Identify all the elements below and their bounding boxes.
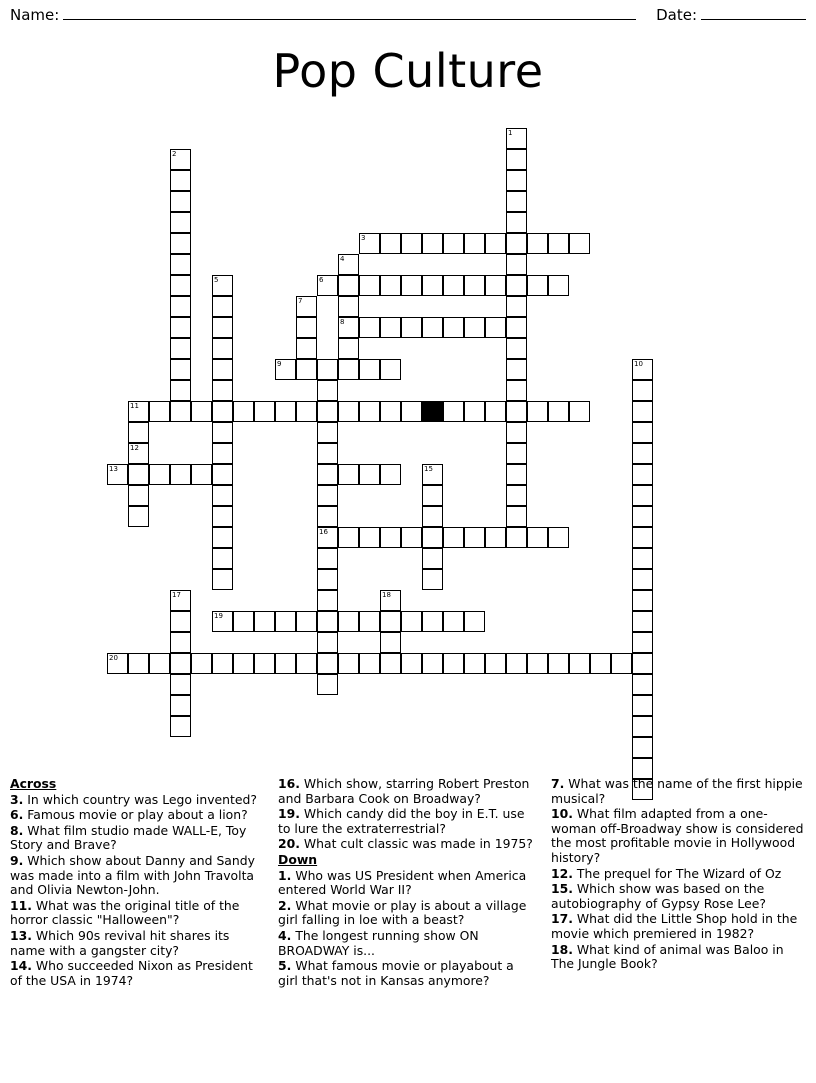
grid-cell-number: 16 <box>319 528 328 536</box>
grid-cell[interactable] <box>359 401 380 422</box>
clue-item: 9. Which show about Danny and Sandy was made into a film with John Travolta and Olivia Newton-John. <box>10 852 255 898</box>
date-label: Date: <box>656 6 697 24</box>
grid-cell[interactable] <box>422 317 443 338</box>
grid-cell[interactable] <box>170 674 191 695</box>
grid-cell[interactable] <box>422 275 443 296</box>
clues-section-heading: Across <box>10 776 57 791</box>
grid-cell[interactable] <box>149 653 170 674</box>
grid-cell[interactable] <box>422 653 443 674</box>
clue-number: 6. <box>10 807 24 823</box>
grid-cell[interactable] <box>506 653 527 674</box>
grid-cell[interactable] <box>317 359 338 380</box>
grid-cell[interactable] <box>443 275 464 296</box>
grid-cell[interactable] <box>149 464 170 485</box>
grid-cell[interactable] <box>317 674 338 695</box>
grid-cell[interactable] <box>212 275 233 296</box>
grid-cell[interactable] <box>632 716 653 737</box>
grid-cell[interactable] <box>632 611 653 632</box>
grid-cell[interactable] <box>359 653 380 674</box>
clues-column-1 <box>10 777 264 1077</box>
grid-cell[interactable] <box>464 401 485 422</box>
grid-cell[interactable] <box>212 359 233 380</box>
clue-number: 19. <box>278 806 300 822</box>
clue-item: 2. What movie or play is about a village girl falling in loe with a beast? <box>278 897 527 928</box>
grid-cell[interactable] <box>380 317 401 338</box>
grid-cell[interactable] <box>317 485 338 506</box>
grid-cell[interactable] <box>632 464 653 485</box>
grid-cell[interactable] <box>506 275 527 296</box>
grid-cell[interactable] <box>590 653 611 674</box>
grid-cell[interactable] <box>254 401 275 422</box>
grid-cell[interactable] <box>485 275 506 296</box>
clue-item: 12. The prequel for The Wizard of Oz <box>551 865 782 881</box>
date-write-line[interactable] <box>701 6 806 20</box>
clue-number: 12. <box>551 865 573 881</box>
clue-item: 18. What kind of animal was Baloo in The Jungle Book? <box>551 941 784 972</box>
grid-cell[interactable] <box>506 128 527 149</box>
grid-cell[interactable] <box>548 653 569 674</box>
grid-cell[interactable] <box>380 401 401 422</box>
grid-cell[interactable] <box>359 464 380 485</box>
grid-cell[interactable] <box>506 401 527 422</box>
grid-cell[interactable] <box>506 338 527 359</box>
clue-item: 15. Which show was based on the autobiography of Gypsy Rose Lee? <box>551 881 766 911</box>
page-title: Pop Culture <box>272 44 544 98</box>
clue-item: 11. What was the original title of the horror classic "Halloween"? <box>10 897 240 928</box>
grid-cell[interactable] <box>170 380 191 401</box>
clue-item: 13. Which 90s revival hit shares its name with a gangster city? <box>10 927 230 958</box>
grid-cell[interactable] <box>191 653 212 674</box>
clues-column-3 <box>551 777 810 1077</box>
grid-cell-number: 8 <box>340 318 345 326</box>
grid-cell[interactable] <box>317 653 338 674</box>
grid-cell[interactable] <box>338 653 359 674</box>
clue-item: 1. Who was US President when America entered World War II? <box>278 867 527 898</box>
grid-cell[interactable] <box>380 359 401 380</box>
clue-item: 14. Who succeeded Nixon as President of the USA in 1974? <box>10 958 253 988</box>
grid-cell[interactable] <box>212 548 233 569</box>
grid-cell[interactable] <box>338 611 359 632</box>
crossword-grid[interactable] <box>0 120 816 780</box>
grid-cell[interactable] <box>464 653 485 674</box>
grid-cell[interactable] <box>275 653 296 674</box>
grid-cell[interactable] <box>170 338 191 359</box>
grid-cell[interactable] <box>569 233 590 254</box>
grid-cell[interactable] <box>359 611 380 632</box>
grid-cell[interactable] <box>317 590 338 611</box>
grid-cell-number: 5 <box>214 276 219 284</box>
grid-cell[interactable] <box>170 170 191 191</box>
clue-number: 18. <box>551 941 573 957</box>
grid-cell[interactable] <box>317 275 338 296</box>
grid-cell[interactable] <box>380 527 401 548</box>
grid-cell[interactable] <box>548 401 569 422</box>
grid-cell[interactable] <box>632 569 653 590</box>
grid-cell-number: 11 <box>130 402 139 410</box>
clue-number: 7. <box>551 776 565 791</box>
grid-cell[interactable] <box>233 653 254 674</box>
grid-cell[interactable] <box>212 506 233 527</box>
clues-section-heading: Down <box>278 851 318 867</box>
grid-cell[interactable] <box>464 611 485 632</box>
grid-cell[interactable] <box>170 191 191 212</box>
grid-cell[interactable] <box>632 380 653 401</box>
clue-number: 16. <box>278 776 300 791</box>
grid-cell[interactable] <box>611 653 632 674</box>
grid-cell[interactable] <box>233 401 254 422</box>
grid-cell[interactable] <box>443 401 464 422</box>
grid-cell[interactable] <box>632 590 653 611</box>
grid-cell[interactable] <box>632 737 653 758</box>
grid-cell[interactable] <box>359 233 380 254</box>
clue-number: 15. <box>551 881 573 897</box>
grid-cell[interactable] <box>212 338 233 359</box>
grid-cell[interactable] <box>485 653 506 674</box>
clue-number: 17. <box>551 911 573 927</box>
grid-cell[interactable] <box>401 233 422 254</box>
grid-cell[interactable] <box>380 611 401 632</box>
clues-area <box>10 777 810 1077</box>
grid-cell[interactable] <box>170 716 191 737</box>
grid-cell[interactable] <box>170 632 191 653</box>
grid-cell[interactable] <box>632 422 653 443</box>
grid-cell[interactable] <box>170 275 191 296</box>
grid-cell[interactable] <box>632 632 653 653</box>
grid-cell[interactable] <box>212 485 233 506</box>
grid-cell-number: 17 <box>172 591 181 599</box>
grid-cell[interactable] <box>317 422 338 443</box>
grid-cell[interactable] <box>296 653 317 674</box>
grid-cell[interactable] <box>338 527 359 548</box>
grid-cell[interactable] <box>296 317 317 338</box>
grid-cell[interactable] <box>485 233 506 254</box>
grid-cell[interactable] <box>338 254 359 275</box>
clue-item: 3. In which country was Lego invented? <box>10 791 257 807</box>
grid-cell[interactable] <box>485 401 506 422</box>
clue-number: 9. <box>10 852 24 868</box>
grid-cell[interactable] <box>338 275 359 296</box>
grid-cell[interactable] <box>506 212 527 233</box>
grid-cell-number: 12 <box>130 444 139 452</box>
grid-cell[interactable] <box>170 296 191 317</box>
grid-cell[interactable] <box>506 380 527 401</box>
grid-cell[interactable] <box>401 611 422 632</box>
grid-cell[interactable] <box>254 653 275 674</box>
clues-column-2 <box>278 777 537 1077</box>
grid-cell[interactable] <box>632 653 653 674</box>
grid-cell[interactable] <box>296 401 317 422</box>
grid-cell[interactable] <box>548 527 569 548</box>
grid-cell[interactable] <box>254 611 275 632</box>
grid-cell[interactable] <box>212 569 233 590</box>
clue-number: 11. <box>10 897 32 913</box>
clue-number: 3. <box>10 791 24 807</box>
grid-cell[interactable] <box>212 380 233 401</box>
grid-cell[interactable] <box>149 401 170 422</box>
grid-cell[interactable] <box>338 359 359 380</box>
grid-cell[interactable] <box>527 527 548 548</box>
grid-cell[interactable] <box>632 695 653 716</box>
grid-cell[interactable] <box>128 485 149 506</box>
grid-cell[interactable] <box>170 590 191 611</box>
clue-item: 16. Which show, starring Robert Preston and Barbara Cook on Broadway? <box>278 776 530 806</box>
clue-number: 5. <box>278 958 292 974</box>
grid-cell[interactable] <box>170 464 191 485</box>
clue-number: 4. <box>278 927 292 943</box>
grid-cell[interactable] <box>317 443 338 464</box>
grid-cell[interactable] <box>527 233 548 254</box>
grid-cell[interactable] <box>212 527 233 548</box>
grid-cell[interactable] <box>380 275 401 296</box>
grid-cell[interactable] <box>443 527 464 548</box>
grid-cell[interactable] <box>506 149 527 170</box>
grid-cell[interactable] <box>569 653 590 674</box>
clue-item: 6. Famous movie or play about a lion? <box>10 807 248 823</box>
grid-cell[interactable] <box>170 317 191 338</box>
grid-cell[interactable] <box>338 296 359 317</box>
grid-cell[interactable] <box>506 527 527 548</box>
grid-cell[interactable] <box>485 317 506 338</box>
grid-cell[interactable] <box>506 317 527 338</box>
grid-cell[interactable] <box>170 149 191 170</box>
grid-cell[interactable] <box>212 653 233 674</box>
grid-cell[interactable] <box>506 191 527 212</box>
grid-cell[interactable] <box>212 296 233 317</box>
clue-number: 8. <box>10 822 24 838</box>
grid-cell-number: 10 <box>634 360 643 368</box>
grid-cell[interactable] <box>170 359 191 380</box>
grid-cell[interactable] <box>170 653 191 674</box>
grid-cell[interactable] <box>128 464 149 485</box>
grid-cell[interactable] <box>380 590 401 611</box>
grid-cell[interactable] <box>422 233 443 254</box>
grid-cell[interactable] <box>296 359 317 380</box>
grid-cell[interactable] <box>380 233 401 254</box>
grid-cell[interactable] <box>317 611 338 632</box>
grid-cell[interactable] <box>338 401 359 422</box>
clue-number: 1. <box>278 867 292 883</box>
grid-cell[interactable] <box>338 464 359 485</box>
grid-cell[interactable] <box>506 296 527 317</box>
grid-cell[interactable] <box>401 653 422 674</box>
grid-cell[interactable] <box>317 506 338 527</box>
grid-cell[interactable] <box>443 233 464 254</box>
grid-cell[interactable] <box>506 233 527 254</box>
grid-cell[interactable] <box>632 443 653 464</box>
worksheet-header <box>10 6 806 24</box>
clue-number: 20. <box>278 836 300 852</box>
grid-cell[interactable] <box>275 401 296 422</box>
grid-cell[interactable] <box>296 338 317 359</box>
grid-cell[interactable] <box>212 443 233 464</box>
grid-cell[interactable] <box>632 548 653 569</box>
grid-cell[interactable] <box>170 611 191 632</box>
clue-item: 10. What film adapted from a one-woman off-Broadway show is considered the most profitable movie in Hollywood history? <box>551 806 804 865</box>
grid-cell[interactable] <box>359 317 380 338</box>
grid-cell[interactable] <box>128 506 149 527</box>
grid-cell[interactable] <box>527 275 548 296</box>
grid-cell-number: 6 <box>319 276 324 284</box>
grid-cell[interactable] <box>191 401 212 422</box>
clue-number: 13. <box>10 927 32 943</box>
grid-cell[interactable] <box>464 317 485 338</box>
grid-cell[interactable] <box>422 611 443 632</box>
clue-item: 5. What famous movie or playabout a girl that's not in Kansas anymore? <box>278 958 514 988</box>
grid-cell[interactable] <box>443 611 464 632</box>
grid-cell[interactable] <box>359 527 380 548</box>
grid-cell[interactable] <box>401 275 422 296</box>
grid-cell[interactable] <box>170 233 191 254</box>
grid-cell[interactable] <box>464 275 485 296</box>
grid-cell[interactable] <box>632 401 653 422</box>
grid-cell[interactable] <box>422 464 443 485</box>
grid-cell[interactable] <box>422 401 443 422</box>
grid-cell[interactable] <box>128 401 149 422</box>
grid-cell[interactable] <box>233 611 254 632</box>
grid-cell-number: 4 <box>340 255 345 263</box>
grid-cell[interactable] <box>107 464 128 485</box>
grid-cell[interactable] <box>506 422 527 443</box>
grid-cell[interactable] <box>317 401 338 422</box>
grid-cell[interactable] <box>506 443 527 464</box>
grid-cell[interactable] <box>380 632 401 653</box>
grid-cell[interactable] <box>485 527 506 548</box>
grid-cell[interactable] <box>191 464 212 485</box>
grid-cell[interactable] <box>422 506 443 527</box>
grid-cell[interactable] <box>296 296 317 317</box>
grid-cell[interactable] <box>422 548 443 569</box>
grid-cell-number: 7 <box>298 297 303 305</box>
clue-number: 14. <box>10 958 32 974</box>
clue-item: 17. What did the Little Shop hold in the movie which premiered in 1982? <box>551 911 798 941</box>
grid-cell[interactable] <box>506 464 527 485</box>
clue-item: 7. What was the name of the first hippie musical? <box>551 776 803 806</box>
grid-cell[interactable] <box>128 422 149 443</box>
grid-cell[interactable] <box>212 401 233 422</box>
grid-cell-number: 19 <box>214 612 223 620</box>
grid-cell[interactable] <box>338 317 359 338</box>
grid-cell-number: 1 <box>508 129 513 137</box>
grid-cell[interactable] <box>317 548 338 569</box>
grid-cell[interactable] <box>548 233 569 254</box>
grid-cell-number: 18 <box>382 591 391 599</box>
grid-cell-number: 3 <box>361 234 366 242</box>
grid-cell[interactable] <box>212 464 233 485</box>
grid-cell[interactable] <box>317 632 338 653</box>
clue-item: 19. Which candy did the boy in E.T. use to lure the extraterrestrial? <box>278 806 525 836</box>
grid-cell[interactable] <box>107 653 128 674</box>
grid-cell[interactable] <box>212 611 233 632</box>
clue-item: 4. The longest running show ON BROADWAY is... <box>278 927 479 958</box>
clue-number: 10. <box>551 806 573 822</box>
grid-cell[interactable] <box>401 317 422 338</box>
grid-cell[interactable] <box>212 422 233 443</box>
grid-cell[interactable] <box>527 653 548 674</box>
grid-cell[interactable] <box>401 401 422 422</box>
grid-cell-number: 13 <box>109 465 118 473</box>
grid-cell[interactable] <box>632 506 653 527</box>
grid-cell[interactable] <box>632 485 653 506</box>
grid-cell[interactable] <box>317 464 338 485</box>
grid-cell[interactable] <box>170 212 191 233</box>
grid-cell[interactable] <box>170 695 191 716</box>
name-write-line[interactable] <box>63 6 636 20</box>
grid-cell[interactable] <box>506 485 527 506</box>
grid-cell[interactable] <box>317 569 338 590</box>
grid-cell[interactable] <box>506 170 527 191</box>
grid-cell[interactable] <box>128 653 149 674</box>
grid-cell[interactable] <box>296 611 317 632</box>
grid-cell-number: 9 <box>277 360 282 368</box>
name-label: Name: <box>10 6 60 24</box>
grid-cell[interactable] <box>401 527 422 548</box>
grid-cell[interactable] <box>464 233 485 254</box>
grid-cell[interactable] <box>380 464 401 485</box>
grid-cell-number: 2 <box>172 150 177 158</box>
grid-cell-number: 15 <box>424 465 433 473</box>
grid-cell[interactable] <box>338 338 359 359</box>
clue-item: 20. What cult classic was made in 1975? <box>278 836 533 852</box>
grid-cell[interactable] <box>422 527 443 548</box>
grid-cell[interactable] <box>632 359 653 380</box>
grid-cell[interactable] <box>275 359 296 380</box>
clue-number: 2. <box>278 897 292 913</box>
grid-cell[interactable] <box>548 275 569 296</box>
grid-cell[interactable] <box>170 401 191 422</box>
grid-cell[interactable] <box>464 527 485 548</box>
grid-cell[interactable] <box>317 380 338 401</box>
grid-cell[interactable] <box>359 359 380 380</box>
grid-cell[interactable] <box>422 485 443 506</box>
grid-cell[interactable] <box>506 359 527 380</box>
grid-cell[interactable] <box>632 527 653 548</box>
grid-cell[interactable] <box>632 674 653 695</box>
grid-cell[interactable] <box>212 317 233 338</box>
grid-cell[interactable] <box>506 506 527 527</box>
grid-cell[interactable] <box>569 401 590 422</box>
grid-cell[interactable] <box>317 527 338 548</box>
grid-cell[interactable] <box>443 653 464 674</box>
grid-cell[interactable] <box>506 254 527 275</box>
grid-cell[interactable] <box>275 611 296 632</box>
grid-cell[interactable] <box>422 569 443 590</box>
grid-cell[interactable] <box>527 401 548 422</box>
grid-cell[interactable] <box>380 653 401 674</box>
clue-item: 8. What film studio made WALL-E, Toy Story and Brave? <box>10 822 247 853</box>
grid-cell[interactable] <box>128 443 149 464</box>
grid-cell[interactable] <box>443 317 464 338</box>
grid-cell[interactable] <box>170 254 191 275</box>
grid-cell[interactable] <box>359 275 380 296</box>
grid-cell-number: 20 <box>109 654 118 662</box>
